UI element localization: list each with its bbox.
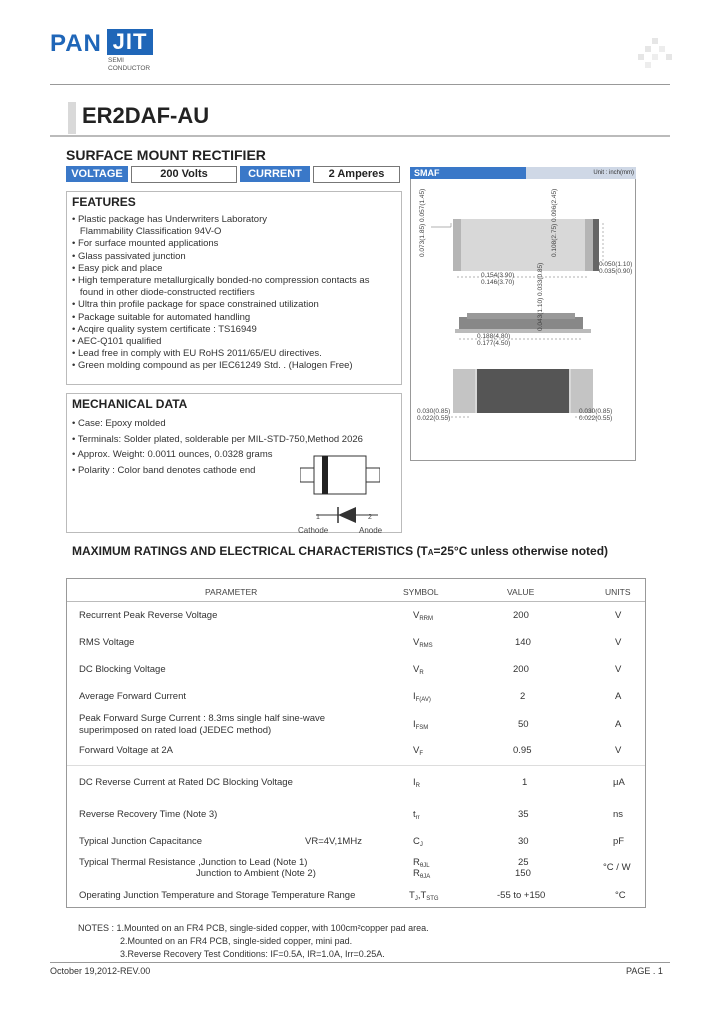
dim-pad-right: 0.030(0.85) 0.022(0.55) xyxy=(579,408,613,422)
row-value: 30 xyxy=(518,836,529,847)
row-value: 35 xyxy=(518,809,529,820)
row-symbol-2: $R_{\theta JA}$ xyxy=(413,868,431,880)
ratings-table xyxy=(66,578,646,908)
row-param: Peak Forward Surge Current : 8.3ms single half sine-wave xyxy=(79,713,326,724)
list-item: • Approx. Weight: 0.0011 ounces, 0.0328 grams xyxy=(72,449,273,460)
row-unit: A xyxy=(615,719,622,730)
dim-length: 0.188(4.80) 0.177(4.50) xyxy=(477,333,511,347)
logo-pan-text: PAN xyxy=(50,30,102,57)
row-param: DC Reverse Current at Rated DC Blocking Voltage xyxy=(79,777,293,788)
list-item: • Plastic package has Underwriters Laboratory xyxy=(72,214,268,225)
row-unit: pF xyxy=(613,836,625,847)
pin1-label: 1 xyxy=(316,514,320,521)
row-value: 1 xyxy=(522,777,528,788)
row-symbol: $V_{RRM}$ xyxy=(413,610,434,622)
header-units: UNITS xyxy=(605,587,631,597)
row-value: 200 xyxy=(513,664,529,675)
cathode-label: Cathode xyxy=(298,526,329,535)
list-item: • Acqire quality system certificate : TS16949 xyxy=(72,323,257,335)
row-symbol: $R_{\theta JL}$ xyxy=(413,857,430,869)
row-symbol: $I_R$ xyxy=(413,777,420,789)
pin2-label: 2 xyxy=(368,514,372,521)
row-value: 25 xyxy=(518,857,529,868)
row-unit: V xyxy=(615,637,622,648)
list-item: • Package suitable for automated handling xyxy=(72,311,251,323)
current-value: 2 Amperes xyxy=(313,166,400,183)
row-unit: V xyxy=(615,745,622,756)
row-unit: °C / W xyxy=(603,862,631,873)
row-value: 140 xyxy=(515,637,531,648)
list-item: • For surface mounted applications xyxy=(72,238,219,250)
list-item: • Ultra thin profile package for space constrained utilization xyxy=(72,299,319,311)
row-param: Average Forward Current xyxy=(79,691,187,702)
row-value: -55 to +150 xyxy=(497,890,546,901)
dim-height: 0.073(1.85) 0.057(1.45) xyxy=(419,188,426,257)
part-number: ER2DAF-AU xyxy=(82,103,210,128)
package-unit: Unit : inch(mm) xyxy=(526,167,636,179)
title-rule xyxy=(50,135,670,137)
row-unit: μA xyxy=(613,777,625,788)
footer-page: PAGE . 1 xyxy=(626,966,663,976)
row-symbol: $V_F$ xyxy=(413,745,424,757)
row-param: Reverse Recovery Time (Note 3) xyxy=(79,809,218,820)
header-rule xyxy=(50,84,670,85)
list-item: • Glass passivated junction xyxy=(72,250,186,262)
features-title: FEATURES xyxy=(72,195,136,209)
footer-rule xyxy=(50,962,670,963)
list-item: • Terminals: Solder plated, solderable per MIL-STD-750,Method 2026 xyxy=(72,433,363,445)
logo-subtitle: SEMI CONDUCTOR xyxy=(108,57,151,72)
row-unit: V xyxy=(615,664,622,675)
current-label: CURRENT xyxy=(240,166,310,182)
row-param-line2: Junction to Ambient (Note 2) xyxy=(196,868,316,879)
row-symbol: $I_{FSM}$ xyxy=(413,719,429,731)
row-unit: A xyxy=(615,691,622,702)
anode-label: Anode xyxy=(359,526,383,535)
list-item: • High temperature metallurgically bonded-no compression contacts as xyxy=(72,275,370,287)
row-value: 0.95 xyxy=(513,745,532,756)
row-symbol: $I_{F(AV)}$ xyxy=(413,691,431,703)
row-param: Recurrent Peak Reverse Voltage xyxy=(79,610,218,621)
package-drawing xyxy=(410,179,636,461)
dim-pad-left: 0.030(0.85) 0.022(0.55) xyxy=(417,408,451,422)
list-item: • Easy pick and place xyxy=(72,262,163,274)
voltage-value: 200 Volts xyxy=(131,166,237,183)
row-symbol: $V_{RMS}$ xyxy=(413,637,433,649)
diode-body-icon xyxy=(300,452,380,498)
row-unit: °C xyxy=(615,890,626,901)
list-item: Flammability Classification 94V-O xyxy=(72,226,222,238)
list-item: • AEC-Q101 qualified xyxy=(72,336,162,348)
list-item: • Polarity : Color band denotes cathode end xyxy=(72,464,256,476)
header-symbol: SYMBOL xyxy=(403,587,439,597)
row-param: Operating Junction Temperature and Storage Temperature Range xyxy=(79,890,356,901)
row-param: DC Blocking Voltage xyxy=(79,664,166,675)
row-value: 50 xyxy=(518,719,529,730)
row-condition: VR=4V,1MHz xyxy=(305,836,362,847)
voltage-label: VOLTAGE xyxy=(66,166,128,182)
row-value-2: 150 xyxy=(515,868,531,879)
notes: NOTES : 1.Mounted on an FR4 PCB, single-sided copper, with 100cm²copper pad area. 2.Mounted on an FR4 PCB, single-sided copper, mini pad. 3.Reverse Recovery Test Conditions: IF=0.5A, IR=1.0A, Irr=0.25A. xyxy=(78,923,429,959)
list-item: • Case: Epoxy molded xyxy=(72,418,166,429)
product-subtitle: SURFACE MOUNT RECTIFIER xyxy=(66,147,266,163)
package-name: SMAF xyxy=(410,167,530,179)
row-param: Typical Thermal Resistance ,Junction to Lead (Note 1) xyxy=(79,857,308,868)
row-param: RMS Voltage xyxy=(79,637,135,648)
list-item: • Lead free in comply with EU RoHS 2011/65/EU directives. xyxy=(72,348,322,360)
header-value: VALUE xyxy=(507,587,535,597)
dim-lead-width: 0.050(1.10) 0.035(0.90) xyxy=(599,261,633,275)
header-parameter: PARAMETER xyxy=(205,587,258,597)
dim-width: 0.154(3.90) 0.146(3.70) xyxy=(481,272,515,286)
row-symbol: $C_J$ xyxy=(413,836,423,848)
row-value: 2 xyxy=(520,691,526,702)
logo-jit-text: JIT xyxy=(107,29,153,55)
list-item: found in other diode-constructed rectifiers xyxy=(72,287,255,299)
row-symbol: $t_{rr}$ xyxy=(413,809,420,821)
row-unit: V xyxy=(615,610,622,621)
ratings-title: MAXIMUM RATINGS AND ELECTRICAL CHARACTERISTICS (TA=25°C unless otherwise noted) xyxy=(72,544,609,558)
dim-lead-height: 0.108(2.75) 0.096(2.45) xyxy=(551,188,558,257)
mechanical-title: MECHANICAL DATA xyxy=(72,397,188,411)
row-param: Typical Junction Capacitance xyxy=(79,836,203,847)
footer-date: October 19,2012-REV.00 xyxy=(50,966,151,976)
row-value: 200 xyxy=(513,610,529,621)
dim-thickness: 0.043(1.10) 0.033(0.85) xyxy=(537,262,544,331)
row-param: Forward Voltage at 2A xyxy=(79,745,173,756)
row-param-line2: superimposed on rated load (JEDEC method) xyxy=(79,725,272,736)
row-symbol: $T_J,T_{STG}$ xyxy=(409,890,439,902)
decorative-dots-icon xyxy=(638,38,678,68)
list-item: • Green molding compound as per IEC61249 Std. . (Halogen Free) xyxy=(72,360,353,372)
row-unit: ns xyxy=(613,809,624,820)
part-number-accent xyxy=(68,102,76,134)
features-list xyxy=(72,214,402,373)
row-symbol: $V_R$ xyxy=(413,664,424,676)
package-header xyxy=(410,167,636,179)
